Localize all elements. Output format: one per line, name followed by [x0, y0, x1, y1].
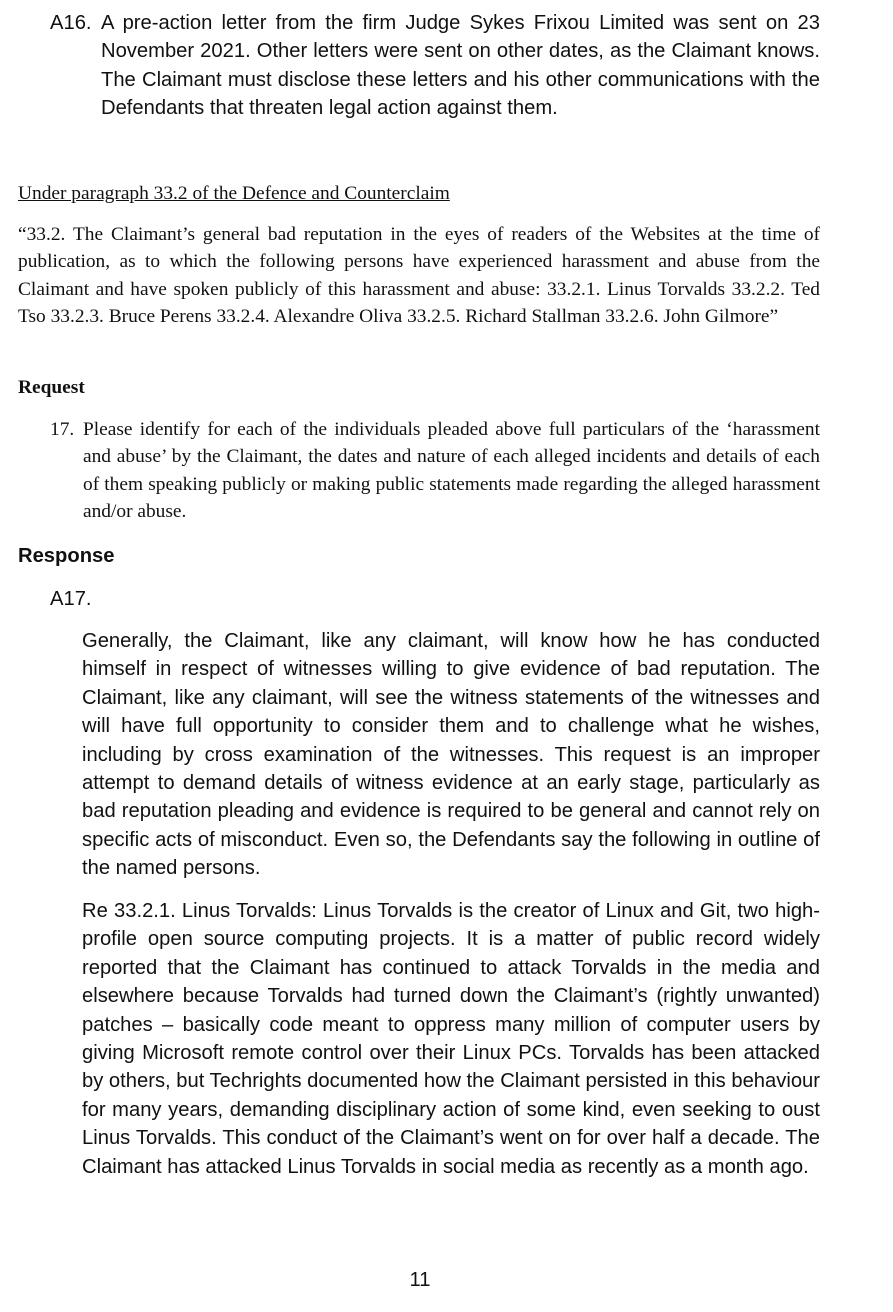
response-paragraph-1: Generally, the Claimant, like any claimant, will know how he has conducted himself in respect of witnesses willing to give evidence of bad reputation. The Claimant, like any claimant, will see the witness statements of the witnesses and will have full opportunity to consider them and to challenge what he wishes, including by cross examination of the witnesses. This request is an improper attempt to demand details of witness evidence at an early stage, particularly as bad reputation pleading and evidence is required to be general and cannot rely on specific acts of misconduct. Even so, the Defendants say the following in outline of the named persons.: [82, 630, 820, 880]
pleading-quote: “33.2. The Claimant’s general bad reputation in the eyes of readers of the Websites at the time of publication, as to which the following persons have experienced harassment and abuse from the Claimant and have spoken publicly of this harassment and abuse: 33.2.1. Linus Torvalds 33.2.2. Ted Tso 33.2.3. Bruce Perens 33.2.4. Alexandre Oliva 33.2.5. Richard Stallman 33.2.6. John Gilmore”: [18, 224, 820, 328]
section-heading: Under paragraph 33.2 of the Defence and Counterclaim: [18, 183, 450, 204]
paragraph-number: A16.: [50, 12, 92, 34]
page-number: 11: [409, 1269, 431, 1291]
response-label: A17.: [50, 588, 92, 610]
paragraph-text: A pre-action letter from the firm Judge Sykes Frixou Limited was sent on 23 November 2021. Other letters were sent on other dates, as the Claimant knows. The Claimant must disclose these letters and his other communications with the Defendants that threaten legal action against them.: [101, 12, 820, 120]
response-heading: Response: [18, 545, 115, 567]
request-heading: Request: [18, 377, 85, 398]
paragraph-a16: [50, 9, 820, 123]
response-paragraph-2: Re 33.2.1. Linus Torvalds: Linus Torvalds is the creator of Linux and Git, two high-profile open source computing projects. It is a matter of public record widely reported that the Claimant has continued to attack Torvalds in the media and elsewhere because Torvalds had turned down the Claimant’s (rightly unwanted) patches – basically code meant to oppress many million of computer users by giving Microsoft remote control over their Linux PCs. Torvalds has been attacked by others, but Techrights documented how the Claimant persisted in this behaviour for many years, demanding disciplinary action of some kind, even seeking to oust Linus Torvalds. This conduct of the Claimant’s went on for over half a decade. The Claimant has attacked Linus Torvalds in social media as recently as a month ago.: [82, 900, 821, 1178]
request-text: Please identify for each of the individuals pleaded above full particulars of the ‘harassment and abuse’ by the Claimant, the dates and nature of each alleged incidents and details of each of them speaking publicly or making public statements made regarding the alleged harassment and/or abuse.: [83, 419, 820, 523]
request-17: [50, 416, 820, 526]
request-number: 17.: [50, 419, 75, 440]
